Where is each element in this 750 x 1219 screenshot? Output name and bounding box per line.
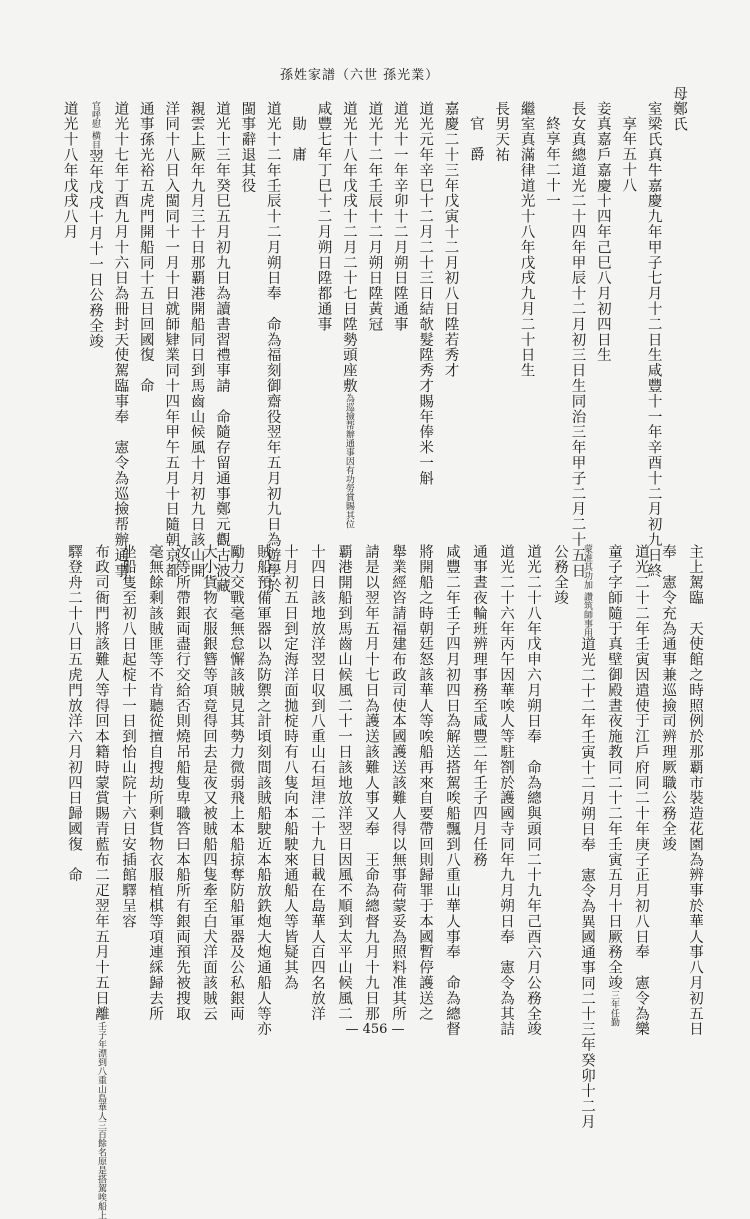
- text-column: [162, 544, 190, 1022]
- column-text: 母鄭氏: [671, 86, 687, 133]
- text-column: [270, 544, 297, 999]
- column-text: 洋同十八日入閩同十一月十日就師肄業同十四年甲午五月十日隨朝京都: [163, 101, 180, 579]
- column-text: 十四日該地放洋翌日収到八重山石垣津二十九日載在島華人百四名放洋: [309, 544, 325, 1022]
- text-column: [610, 86, 635, 518]
- column-text: 道光十八年戊戌八月: [61, 101, 78, 240]
- text-column: [51, 86, 76, 518]
- column-text: 舉業經咨請福建布政司使本國護送該難人得以無事荷蒙妥為照料准其所: [390, 544, 406, 1022]
- column-text: 咸豐二年壬子四月初四日為解送搭駕唉船飄到八重山華人事奉 命為總督: [444, 544, 460, 1037]
- column-text: 道光二十二年壬寅因遣使于江戶府同二十年庚子正月初八日奉 憲令為樂: [633, 544, 649, 1037]
- column-text: 公務全竣: [552, 544, 568, 606]
- text-column: [216, 544, 244, 1022]
- column-text: 勛 庸: [290, 116, 307, 163]
- column-text: 通事晝夜輪班辨理事務至咸豐二年壬子四月任務: [471, 544, 487, 868]
- column-text: 道光十八年戊戌十二月二十七日陞勢頭座敷: [340, 101, 357, 394]
- column-text: 賊船預備軍器以為防禦之計頃刻間該賊船駛近本船放鉄炮大炮通船人等亦: [255, 544, 271, 1037]
- text-column: [513, 544, 541, 1037]
- text-column: [567, 544, 595, 1130]
- text-column: [381, 86, 406, 518]
- column-annotation-note: 為巡撿帮辦通事因有功勞賞賜其位: [343, 393, 354, 529]
- column-text: 大小貨物衣服銀簪等項竟得回去是夜又被賊船四隻牽至白犬洋面該賊云: [201, 544, 217, 1022]
- column-text: 請是以翌年五月十七日為護送該難人事又奉 王命為總督九月十九日那: [363, 544, 379, 1022]
- text-column: [297, 544, 325, 1022]
- column-prefix-note: 蒙准其功加 讚筑師事用: [582, 544, 592, 637]
- column-text: 道光十一年辛卯十二月朔日陞通事: [391, 101, 408, 332]
- column-text: 通事孫光裕五虎門開船同十五日回國復 命: [137, 101, 154, 394]
- text-column: [432, 544, 460, 1037]
- text-column: [661, 86, 686, 518]
- column-text: 汝等所帶銀両盡行交給否則燒吊船隻卑職答曰本船所有銀両預先被搜取: [174, 544, 190, 1022]
- text-column: [243, 544, 271, 1037]
- text-column: [81, 544, 109, 1219]
- column-text: 坐船隻至初八日起椗十一日到怡山院十六日安插館驛呈容: [120, 544, 136, 929]
- text-column: [324, 544, 352, 1022]
- text-column: [378, 544, 406, 1022]
- column-text: 主上駕臨 天使館之時照例於那覇市裝造花園為辨事於華人事八月初五日: [687, 544, 703, 1037]
- text-column: [407, 86, 432, 518]
- page-number: — 456 —: [345, 1022, 405, 1037]
- column-text: 終享年二十一: [544, 116, 561, 209]
- text-column: [540, 544, 567, 999]
- text-column: [77, 86, 102, 518]
- column-text: 道光十二年壬辰十二月朔日陞黃冠: [366, 101, 383, 332]
- column-text: 道光二十六年丙午因華唉人等駐劄於護國寺同年九月朔日奉 憲令為其詰: [498, 544, 514, 1037]
- text-column: [331, 86, 357, 529]
- column-text: 道光二十二年壬寅十二月朔日奉 憲令為異國通事同二十三年癸卯十二月: [579, 636, 595, 1130]
- text-column: [534, 86, 559, 518]
- text-column: [204, 86, 230, 594]
- column-text: 道光二十八年戊申六月朔日奉 命為總與頭同二十九年己酉六月公務全竣: [525, 544, 541, 1037]
- text-column: [127, 86, 152, 518]
- text-column: [280, 86, 305, 518]
- text-column: [54, 544, 81, 999]
- text-column: [459, 544, 486, 999]
- column-text: 翌年戊戌十月十一日公務全竣: [87, 148, 104, 350]
- text-column: [559, 86, 586, 579]
- text-column: [153, 86, 180, 579]
- text-column: [229, 86, 254, 518]
- column-text: 親雲上厥年九月三十日那覇港開船同日到馬齒山候風十月初九日該山開: [188, 101, 205, 579]
- text-column: [584, 86, 609, 518]
- column-text: 覇港開船到馬齒山候風二十一日該地放洋翌日因風不順到太平山候風二: [336, 544, 352, 1022]
- column-text: 閩事辭退其役: [239, 101, 256, 194]
- text-column: [405, 544, 433, 1022]
- text-column: [594, 544, 622, 1027]
- text-column: [189, 544, 217, 1022]
- text-column: [135, 544, 163, 1022]
- text-column: [675, 544, 703, 1037]
- column-text: 十月初五日到定海洋面拋椗時有八隻向本船駛來通船人等皆疑其為: [282, 544, 298, 991]
- column-prefix-note: 官呼慰 横目: [90, 101, 101, 149]
- column-text: 享年五十八: [620, 116, 637, 193]
- text-column: [457, 86, 482, 518]
- text-column: [102, 86, 129, 579]
- column-text: 繼室真滿律道光十八年戊戌九月二十日生: [518, 101, 535, 379]
- text-column: [178, 86, 205, 579]
- column-text: 道光元年辛巳十二月二十三日結欹髮陞秀才賜年俸米一斛: [417, 101, 434, 486]
- column-text: 毫無餘剩該賊匪等不肯聽從擅自搜劫所剩貨物衣服植棋等項連綵歸去所: [147, 544, 163, 1022]
- column-text: 布政司衙門將該難人等得回本籍時蒙賞賜青藍布二疋翌年五月十五日離: [93, 544, 109, 1022]
- column-text: 勵力交戰毫無怠懈該賊見其勢力微弱飛上本船掠奪防船軍器及公私銀両: [228, 544, 244, 1022]
- page-header: 孫姓家譜（六世 孫光業）: [280, 68, 440, 83]
- text-column: [254, 86, 281, 594]
- text-column: [621, 544, 649, 1037]
- column-text: 官 爵: [467, 116, 484, 163]
- column-text: 嘉慶二十三年戊寅十二月初八日陞若秀才: [442, 101, 459, 379]
- text-column: [483, 86, 508, 518]
- text-column: [356, 86, 381, 518]
- column-annotation-note: 壬子年漂到八重山島華人三百餘名原是搭駕唉船上: [96, 1021, 106, 1219]
- column-text: 室梁氏真牛嘉慶九年甲子七月十二日生咸豐十一年辛酉十二月初九日終: [645, 101, 662, 579]
- column-text: 童子字師隨于真壁御殿晝夜施教同二十二年壬寅五月十日厥務全竣: [606, 544, 622, 991]
- text-column: [351, 544, 379, 1022]
- text-column: [305, 86, 330, 518]
- column-text: 妾真嘉戶嘉慶十四年己巳八月初四日生: [594, 101, 611, 363]
- column-text: 驛登舟二十八日五虎門放洋六月初四日歸國復 命: [66, 544, 82, 883]
- column-text: 咸豐七年丁巳十二月朔日陞都通事: [315, 101, 332, 332]
- column-text: 長男天祐: [493, 101, 510, 163]
- column-text: 奉 憲令充為通事兼巡撿司辨理厥職公務全竣: [660, 544, 676, 852]
- text-column: [635, 86, 662, 579]
- column-text: 道光十二年壬辰十二月朔日奉 命為福刻御齋役翌年五月初九日為遊學於: [264, 101, 281, 594]
- column-annotation-note: 三年任勤: [609, 990, 619, 1027]
- text-column: [108, 544, 135, 999]
- column-text: 道光十七年丁酉九月十六日為冊封天使駕臨事奉 憲令為巡撿帮辦通事: [112, 101, 129, 579]
- column-text: 將開船之時朝廷怒該華人等唉船再來自要帶回則歸罪于本國暫停護送之: [417, 544, 433, 1022]
- text-column: [648, 544, 675, 999]
- column-text: 道光十三年癸巳五月初九日為讀書習禮事請 命隨存留通事鄭元觀古波藏: [213, 101, 230, 594]
- text-column: [486, 544, 514, 1037]
- text-column: [432, 86, 457, 518]
- text-column: [508, 86, 533, 518]
- column-text: 長女真總道光二十四年甲辰十二月初三日生同治三年甲子二月二十五日: [569, 101, 586, 579]
